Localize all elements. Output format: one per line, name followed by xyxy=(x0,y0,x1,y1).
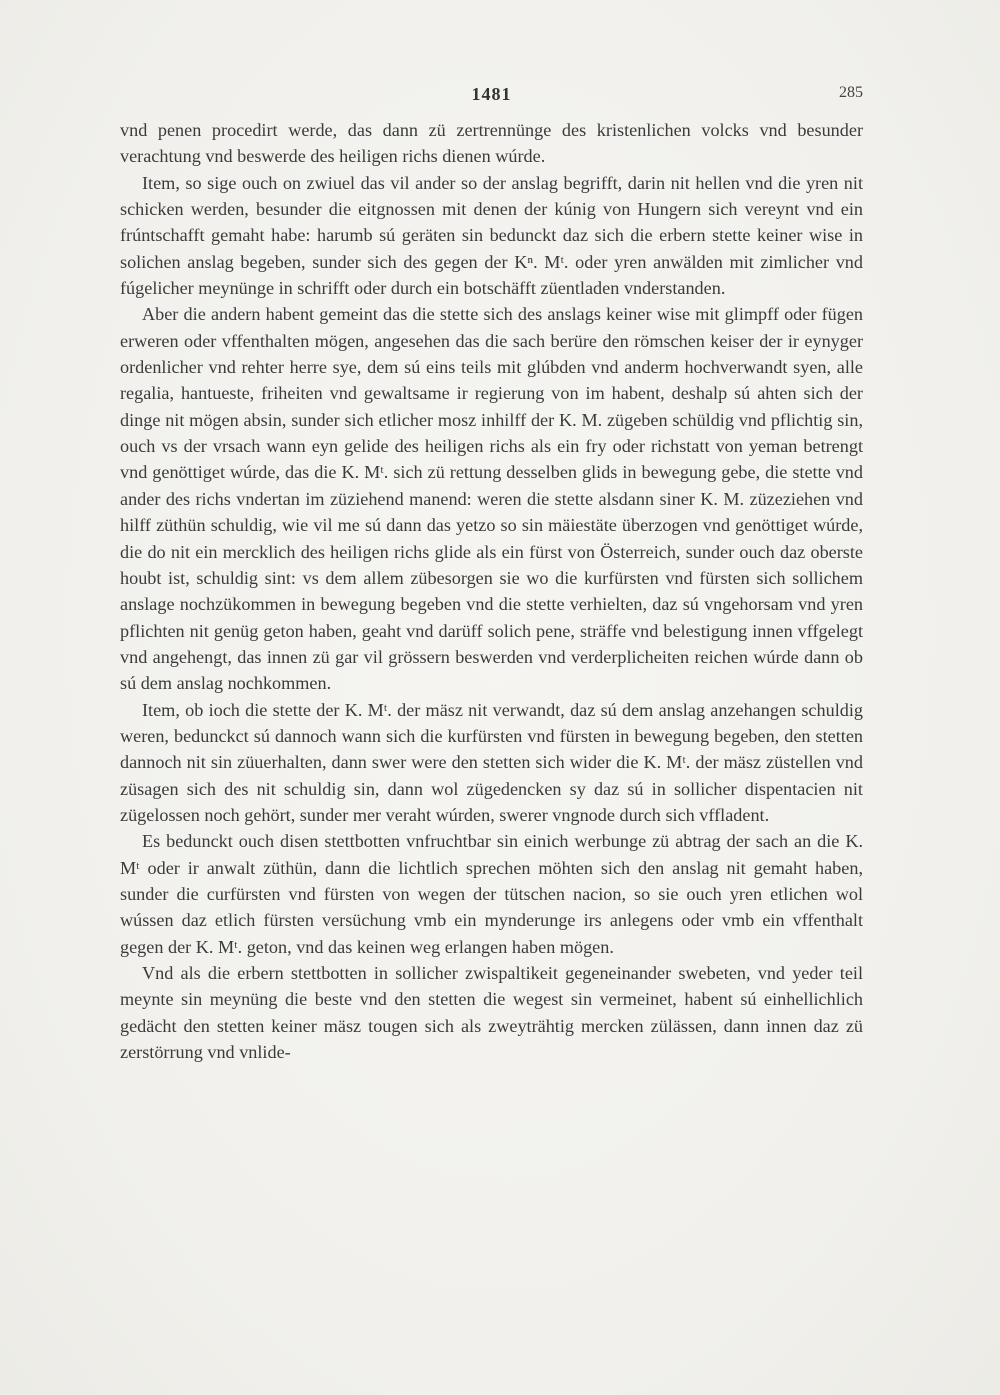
body-text xyxy=(120,117,863,1065)
page-header xyxy=(120,84,863,112)
paragraph: Es bedunckt ouch disen stettbotten vnfruchtbar sin einich werbunge zü abtrag der sach an die K. Mᵗ oder ir anwalt züthün, dann die lichtlich sprechen möhten sich den anslag nit gemaht haben, sunder die curfürsten vnd fürsten von wegen der tütschen nacion, so sie ouch yren etlichen wol wússen daz etlich fürsten versüchung vmb ein mynderunge irs anlegens oder vmb ein vffenthalt gegen der K. Mᵗ. geton, vnd das keinen weg erlangen haben mögen. xyxy=(120,831,863,957)
page-number: 285 xyxy=(839,84,863,101)
paragraph-last: Vnd als die erbern stettbotten in sollicher zwispaltikeit gegeneinander swebeten, vnd yeder teil meynte sin meynüng die beste vnd den stetten die wegest sin vermeinet, habent sú einhellichlich gedächt den stetten keiner mäsz tougen sich als zweyträhtig mercken zülässen, dann innen daz zü zerstörrung vnd vnlide- xyxy=(120,963,863,1063)
header-year: 1481 xyxy=(471,84,512,104)
paragraph: Aber die andern habent gemeint das die stette sich des anslags keiner wise mit glimpff oder fügen erweren oder vffenthalten mögen, angesehen das die sach berüre den römschen keiser der ir eynyger ordenlicher vnd rehter herre sye, dem sú eins teils mit glúbden vnd anderm hochverwandt syen, alle regalia, hantueste, friheiten vnd gewaltsame ir regierung von im habent, deshalp sú ahten sich der dinge nit mögen absin, sunder sich etlicher mosz inhilff der K. M. zügeben schüldig vnd pflichtig sin, ouch vs der vrsach wann eyn gelide des heiligen richs als ein fry oder richstatt von yeman betrengt vnd genöttiget wúrde, das die K. Mᵗ. sich zü rettung desselben glids in bewegung gebe, die stette vnd ander des richs vndertan im züziehend manend: weren die stette alsdann siner K. M. züzeziehen vnd hilff züthün schuldig, wie vil me sú dann das yetzo so sin mäiestäte überzogen vnd genöttiget wúrde, die do nit ein mercklich des heiligen richs glide als ein fürst von Österreich, sunder ouch daz oberste houbt ist, schuldig sint: vs dem allem zübesorgen sie wo die kurfürsten vnd fürsten sich sollichem anslage nochzükommen in bewegung begeben vnd die stette verhielten, daz sú vngehorsam vnd yren pflichten nit genüg geton haben, geaht vnd darüff solich pene, sträffe vnd belestigung innen vffgelegt vnd angehengt, das innen zü gar vil grössern beswerden vnd verderplicheiten reichen wúrde dann ob sú dem anslag nochkommen. xyxy=(120,304,863,694)
paragraph-continued: vnd penen procedirt werde, das dann zü zertrennünge des kristenlichen volcks vnd besunder verachtung vnd beswerde des heiligen richs dienen wúrde. xyxy=(120,120,863,167)
paragraph: Item, so sige ouch on zwiuel das vil ander so der anslag begrifft, darin nit hellen vnd die yren nit schicken werden, besunder die eitgnossen mit denen der kúnig von Hungern sich vereynt vnd ein frúntschafft gemaht habe: harumb sú geräten sin bedunckt daz sich die erbern stette keiner wise in solichen anslag begeben, sunder sich des gegen der Kⁿ. Mᵗ. oder yren anwälden mit zimlicher vnd fúgelicher meynünge in schrifft oder durch ein botschäfft züentladen vnderstanden. xyxy=(120,172,863,299)
paragraph: Item, ob ioch die stette der K. Mᵗ. der mäsz nit verwandt, daz sú dem anslag anzehangen schuldig weren, bedunckct sú dannoch wann sich die kurfürsten vnd fürsten in bewegung begeben, den stetten dannoch nit sin züuerhalten, dann swer were den stetten sich wider die K. Mᵗ. der mäsz züstellen vnd züsagen sich des nit schuldig sin, dann wol zügedencken sy daz sú in sollicher dispentacien nit zügelossen noch gehört, sunder mer veraht wúrden, swerer vngnode durch sich vffladent. xyxy=(120,699,863,825)
